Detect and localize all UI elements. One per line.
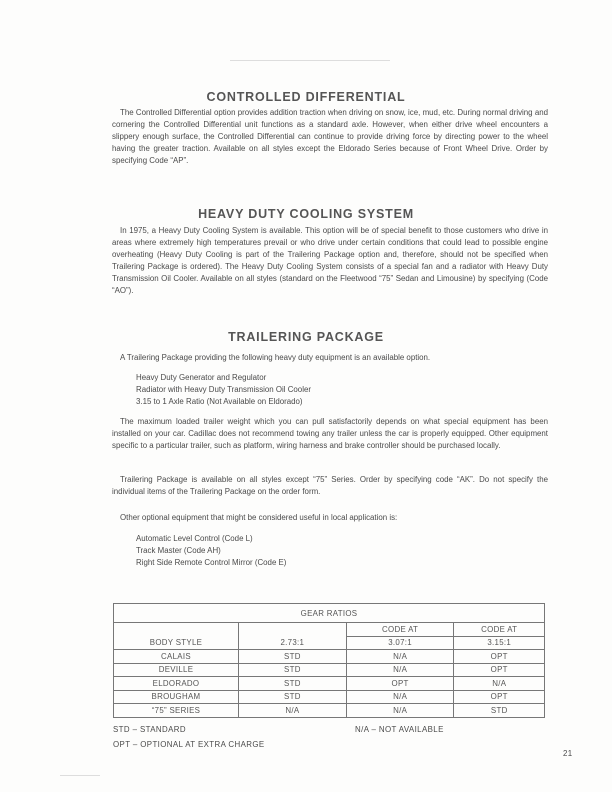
table-cell: STD: [238, 690, 346, 704]
paragraph-heavy-duty-cooling: In 1975, a Heavy Duty Cooling System is available. This option will be of special benefit to those customers who drive in areas where extremely high temperatures prevail or who drive under certain conditions that could lead to possible engine overheating (Heavy Duty Cooling is part of the Trailering Package option and, therefore, should not be specified when Trailering Package is ordered). The Heavy Duty Cooling System consists of a special fan and a radiator with Heavy Duty Transmission Oil Cooler. Available on all styles (standard on the Fleetwood “75” Sedan and Limousine) by specifying (Code “AO”).: [112, 226, 548, 295]
table-cell: N/A: [454, 677, 545, 691]
legend-na: N/A – NOT AVAILABLE: [355, 725, 444, 734]
trailering-paragraph-weight: The maximum loaded trailer weight which you can pull satisfactorily depends on what special equipment has been installed on your car. Cadillac does not recommend towing any trailer unless the car is properly equipped. Other equipment specific to a particular trailer, such as platform, wiring harness and brake controller should be purchased locally.: [112, 417, 548, 450]
heading-heavy-duty-cooling: HEAVY DUTY COOLING SYSTEM: [198, 207, 414, 221]
page-number: 21: [563, 749, 573, 758]
heading-trailering-package: TRAILERING PACKAGE: [228, 330, 384, 344]
table-cell: STD: [238, 663, 346, 677]
list-item: Automatic Level Control (Code L): [136, 534, 253, 543]
table-cell: OPT: [454, 650, 545, 664]
trailering-intro: A Trailering Package providing the following heavy duty equipment is an available option.: [120, 353, 431, 362]
table-cell: STD: [238, 650, 346, 664]
code-at-label: CODE AT: [454, 623, 545, 637]
header-body-style: BODY STYLE: [114, 636, 239, 650]
list-item: Heavy Duty Generator and Regulator: [136, 373, 267, 382]
list-item: Track Master (Code AH): [136, 546, 221, 555]
table-cell: “75” SERIES: [114, 704, 239, 718]
code-at-label: CODE AT: [346, 623, 454, 637]
header-ratio: 2.73:1: [238, 636, 346, 650]
list-item: 3.15 to 1 Axle Ratio (Not Available on Eldorado): [136, 397, 303, 406]
table-row: [114, 690, 545, 704]
legend-opt: OPT – OPTIONAL AT EXTRA CHARGE: [113, 740, 265, 749]
table-cell: N/A: [346, 650, 454, 664]
table-cell: ELDORADO: [114, 677, 239, 691]
table-cell: N/A: [346, 663, 454, 677]
header-ratio: 3.15:1: [454, 636, 545, 650]
paragraph-controlled-differential: The Controlled Differential option provides addition traction when driving on snow, ice, mud, etc. During normal driving and cornering the Controlled Differential unit functions as a standard axle. However, when either drive wheel encounters a slippery enough surface, the Controlled Differential can continue to provide driving force by directing power to the wheel having the greater traction. Available on all styles except the Eldorado Series because of Front Wheel Drive. Order by specifying Code “AP”.: [112, 108, 548, 165]
trailering-paragraph-availability: Trailering Package is available on all styles except “75” Series. Order by specifying code “AK”. Do not specify the individual items of the Trailering Package on the order form.: [112, 475, 548, 496]
table-cell: BROUGHAM: [114, 690, 239, 704]
table-cell: STD: [454, 704, 545, 718]
header-ratio: 3.07:1: [346, 636, 454, 650]
table-cell: N/A: [238, 704, 346, 718]
table-row: [114, 650, 545, 664]
table-row: [114, 704, 545, 718]
table-cell: OPT: [454, 690, 545, 704]
heading-controlled-differential: CONTROLLED DIFFERENTIAL: [206, 90, 406, 104]
legend-std: STD – STANDARD: [113, 725, 186, 734]
table-row: [114, 677, 545, 691]
list-item: Right Side Remote Control Mirror (Code E): [136, 558, 287, 567]
table-row: [114, 663, 545, 677]
other-equipment-list: [136, 533, 286, 569]
trailering-equipment-list: [136, 372, 311, 408]
table-cell: STD: [238, 677, 346, 691]
bottom-rule: [60, 775, 100, 776]
table-title: GEAR RATIOS: [114, 604, 545, 623]
other-equipment-intro: Other optional equipment that might be considered useful in local application is:: [120, 513, 398, 522]
top-rule: [230, 60, 390, 61]
gear-ratios-table: [113, 603, 545, 718]
table-cell: N/A: [346, 690, 454, 704]
table-cell: OPT: [346, 677, 454, 691]
table-cell: OPT: [454, 663, 545, 677]
table-cell: DEVILLE: [114, 663, 239, 677]
table-cell: N/A: [346, 704, 454, 718]
table-cell: CALAIS: [114, 650, 239, 664]
list-item: Radiator with Heavy Duty Transmission Oil Cooler: [136, 385, 311, 394]
